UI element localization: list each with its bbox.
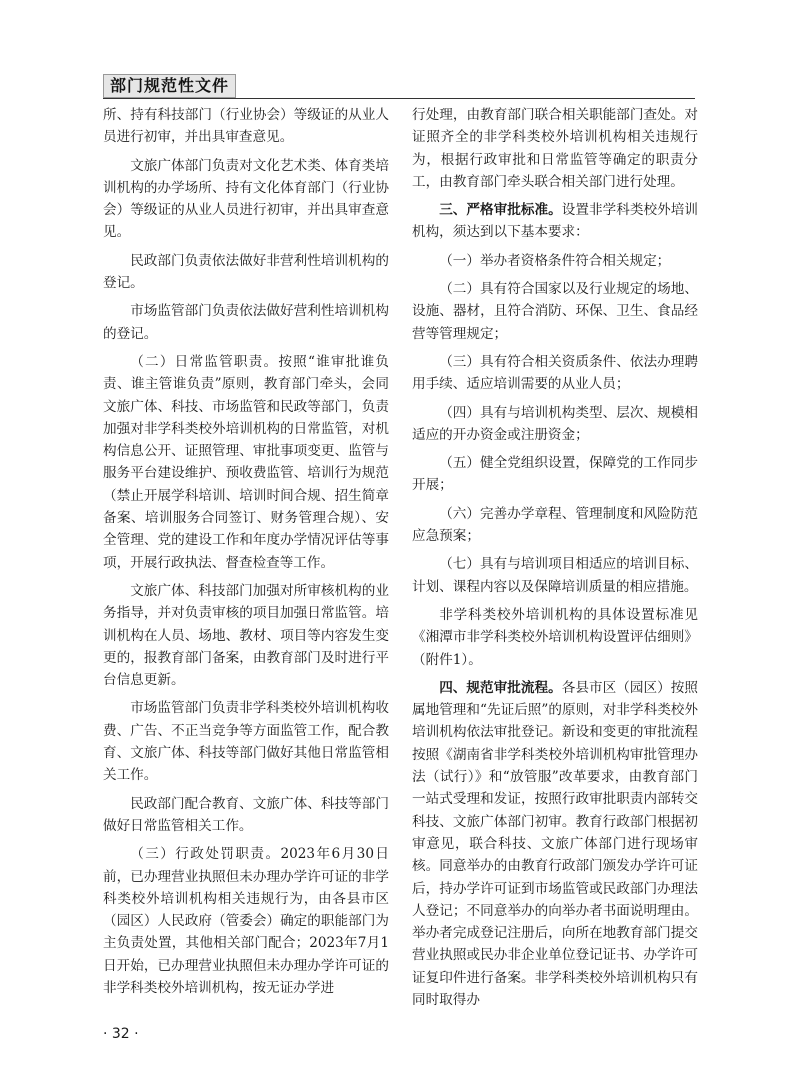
right-column (412, 104, 698, 1024)
paragraph (412, 104, 698, 193)
paragraph (103, 793, 389, 838)
paragraph (103, 843, 389, 999)
paragraph-text: 设置非学科类校外培训机构，须达到以下基本要求： (412, 202, 698, 241)
section-title: 部门规范性文件 (103, 74, 236, 98)
paragraph-text: 文旅广体、科技部门加强对所审核机构的业务指导，并对负责审核的项目加强日常监管。培训机构在人员、场地、教材、项目等内容发生变更的，报教育部门备案，由教育部门及时进行平台信息更新。 (103, 582, 389, 689)
paragraph (412, 553, 698, 598)
paragraph-text: 市场监管部门负责非学科类校外培训机构收费、广告、不正当竞争等方面监管工作，配合教育、文旅广体、科技等部门做好其他日常监管相关工作。 (103, 700, 389, 784)
paragraph (412, 278, 698, 345)
paragraph (103, 351, 389, 574)
paragraph-text: 所、持有科技部门（行业协会）等级证的从业人员进行初审，并出具审查意见。 (103, 107, 389, 146)
paragraph (412, 677, 698, 1011)
section-heading: 三、严格审批标准。 (439, 202, 562, 219)
paragraph (412, 250, 698, 272)
paragraph-text: （五）健全党组织设置，保障党的工作同步开展； (412, 455, 698, 494)
paragraph (412, 503, 698, 548)
paragraph (103, 580, 389, 691)
paragraph-text: （四）具有与培训机构类型、层次、规模相适应的开办资金或注册资金； (412, 404, 698, 443)
paragraph-text: （三）具有符合相关资质条件、依法办理聘用手续、适应培训需要的从业人员； (412, 353, 698, 393)
paragraph-text: 市场监管部门负责依法做好营利性培训机构的登记。 (103, 303, 389, 342)
paragraph (412, 604, 698, 671)
header-rule (103, 98, 695, 99)
paragraph (103, 104, 389, 149)
paragraph (103, 300, 389, 345)
paragraph (412, 402, 698, 447)
paragraph-text: 各县市区（园区）按照属地管理和“先证后照”的原则，对非学科类校外培训机构依法审批登记。新设和变更的审批流程按照《湖南省非学科类校外培训机构审批管理办法（试行）》和“放管服”改革要求，由教育部门一站式受理和发证，按照行政审批职责内部转交科技、文旅广体部门初审。教育行政部门根据初审意见，联合科技、文旅广体部门进行现场审核。同意举办的由教育行政部门颁发办学许可证后，持办学许可证到市场监管或民政部门办理法人登记；不同意举办的向举办者书面说明理由。举办者完成登记注册后，向所在地教育部门提交营业执照或民办非企业单位登记证书、办学许可证复印件进行备案。非学科类校外培训机构只有同时取得办 (412, 679, 698, 1008)
paragraph-text: 民政部门配合教育、文旅广体、科技等部门做好日常监管相关工作。 (103, 795, 389, 834)
section-header (103, 74, 695, 100)
paragraph (103, 250, 389, 295)
paragraph (103, 155, 389, 244)
section-heading: 四、规范审批流程。 (439, 679, 562, 696)
left-column (103, 104, 389, 1024)
paragraph-text: （三）行政处罚职责。2023年6月30日前，已办理营业执照但未办理办学许可证的非学科类校外培训机构相关违规行为，由各县市区（园区）人民政府（管委会）确定的职能部门为主负责处置，其他相关部门配合；2023年7月1日开始，已办理营业执照但未办理办学许可证的非学科类校外培训机构，按无证办学进 (103, 846, 389, 996)
paragraph (412, 452, 698, 497)
paragraph-text: （二）具有符合国家以及行业规定的场地、设施、器材，且符合消防、环保、卫生、食品经营等管理规定； (412, 281, 698, 342)
paragraph (412, 199, 698, 244)
paragraph-text: 民政部门负责依法做好非营利性培训机构的登记。 (103, 252, 389, 292)
paragraph-text: 非学科类校外培训机构的具体设置标准见《湘潭市非学科类校外培训机构设置评估细则》（附件1）。 (412, 606, 698, 668)
page-number: · 32 · (103, 1026, 139, 1042)
paragraph-text: 文旅广体部门负责对文化艺术类、体育类培训机构的办学场所、持有文化体育部门（行业协会）等级证的从业人员进行初审，并出具审查意见。 (103, 157, 389, 241)
paragraph-text: （一）举办者资格条件符合相关规定； (439, 252, 671, 269)
paragraph-text: （七）具有与培训项目相适应的培训目标、计划、课程内容以及保障培训质量的相应措施。 (412, 556, 698, 595)
paragraph (103, 697, 389, 786)
paragraph (412, 351, 698, 396)
paragraph-text: 行处理，由教育部门联合相关职能部门查处。对证照齐全的非学科类校外培训机构相关违规行为，根据行政审批和日常监管等确定的职责分工，由教育部门牵头联合相关部门进行处理。 (412, 107, 698, 190)
paragraph-text: （六）完善办学章程、管理制度和风险防范应急预案； (412, 505, 698, 545)
paragraph-text: （二）日常监管职责。按照“谁审批谁负责、谁主管谁负责”原则，教育部门牵头，会同文旅广体、科技、市场监管和民政等部门，负责加强对非学科类校外培训机构的日常监管，对机构信息公开、证照管理、审批事项变更、监管与服务平台建设维护、预收费监管、培训行为规范（禁止开展学科培训、培训时间合规、招生简章备案、培训服务合同签订、财务管理合规）、安全管理、党的建设工作和年度办学情况评估等事项，开展行政执法、督查检查等工作。 (103, 353, 389, 571)
